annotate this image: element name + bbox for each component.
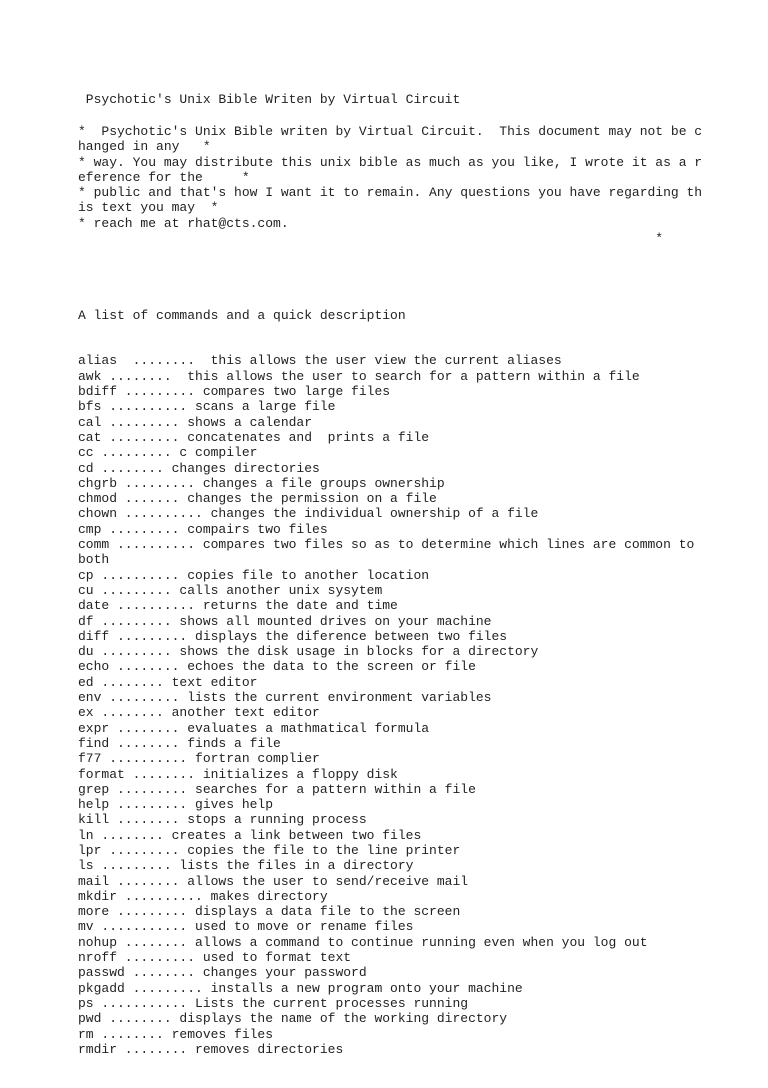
command-entry: ln ........ creates a link between two files [78,827,422,843]
intro-line: * way. You may distribute this unix bible as much as you like, I wrote it as a r [78,154,703,170]
commands-container [78,353,694,1057]
command-entry: find ........ finds a file [78,735,281,751]
command-entry: echo ........ echoes the data to the screen or file [78,659,476,675]
intro-block [78,124,702,246]
command-entry: grep ......... searches for a pattern within a file [78,781,476,797]
command-entry: alias ........ this allows the user view the current aliases [78,353,562,369]
intro-line: * reach me at rhat@cts.com. [78,215,289,231]
command-entry: nohup ........ allows a command to continue running even when you log out [78,934,648,950]
command-entry: mkdir .......... makes directory [78,888,328,904]
command-entry: chgrb ......... changes a file groups ownership [78,475,445,491]
command-list [78,277,694,1088]
document-title: Psychotic's Unix Bible Writen by Virtual Circuit [78,92,461,107]
command-entry: pkgadd ......... installs a new program onto your machine [78,980,523,996]
command-entry: cal ......... shows a calendar [78,414,313,430]
command-entry: format ........ initializes a floppy disk [78,766,398,782]
command-entry: chmod ....... changes the permission on a file [78,491,437,507]
command-entry: diff ......... displays the diference between two files [78,628,508,644]
command-entry: bfs .......... scans a large file [78,399,336,415]
command-entry: rm ........ removes files [78,1026,274,1042]
command-entry: mail ........ allows the user to send/receive mail [78,873,469,889]
command-entry: awk ........ this allows the user to search for a pattern within a file [78,368,640,384]
command-entry: cmp ......... compairs two files [78,521,328,537]
command-entry: df ......... shows all mounted drives on your machine [78,613,492,629]
command-entry: ed ........ text editor [78,674,258,690]
command-entry: ex ........ another text editor [78,705,320,721]
command-entry: date .......... returns the date and time [78,598,398,614]
command-entry: lpr ......... copies the file to the line printer [78,842,461,858]
command-entry: env ......... lists the current environment variables [78,690,492,706]
command-entry: more ......... displays a data file to the screen [78,904,461,920]
intro-line: is text you may * [78,200,219,216]
command-entry: cat ......... concatenates and prints a file [78,429,430,445]
command-entry: ls ......... lists the files in a directory [78,858,414,874]
intro-line: * public and that's how I want it to remain. Any questions you have regarding th [78,185,703,201]
intro-line: * Psychotic's Unix Bible writen by Virtual Circuit. This document may not be c [78,124,703,139]
command-entry: nroff ......... used to format text [78,950,352,966]
command-entry: ps ........... Lists the current processes running [78,995,469,1011]
intro-line: hanged in any * [78,139,211,155]
command-entry: pwd ........ displays the name of the working directory [78,1011,508,1027]
command-entry: passwd ........ changes your password [78,965,367,981]
command-entry: cd ........ changes directories [78,460,320,476]
command-entry: mv ........... used to move or rename files [78,919,414,935]
command-entry: kill ........ stops a running process [78,812,367,828]
list-heading: A list of commands and a quick description [78,307,406,323]
command-entry: f77 .......... fortran complier [78,751,320,767]
command-entry: bdiff ......... compares two large files [78,384,391,400]
intro-line: eference for the * [78,169,250,185]
command-entry: cp .......... copies file to another location [78,567,430,583]
command-entry: both [78,552,110,568]
command-entry: cu ......... calls another unix sysytem [78,582,383,598]
intro-line: * [78,231,664,247]
command-entry: rmdir ........ removes directories [78,1041,344,1057]
command-entry: expr ........ evaluates a mathmatical formula [78,720,430,736]
command-entry: comm .......... compares two files so as to determine which lines are common to [78,537,695,553]
command-entry: du ......... shows the disk usage in blocks for a directory [78,644,539,660]
command-entry: help ......... gives help [78,797,274,813]
command-entry: cc ......... c compiler [78,445,258,461]
command-entry: chown .......... changes the individual ownership of a file [78,506,539,522]
